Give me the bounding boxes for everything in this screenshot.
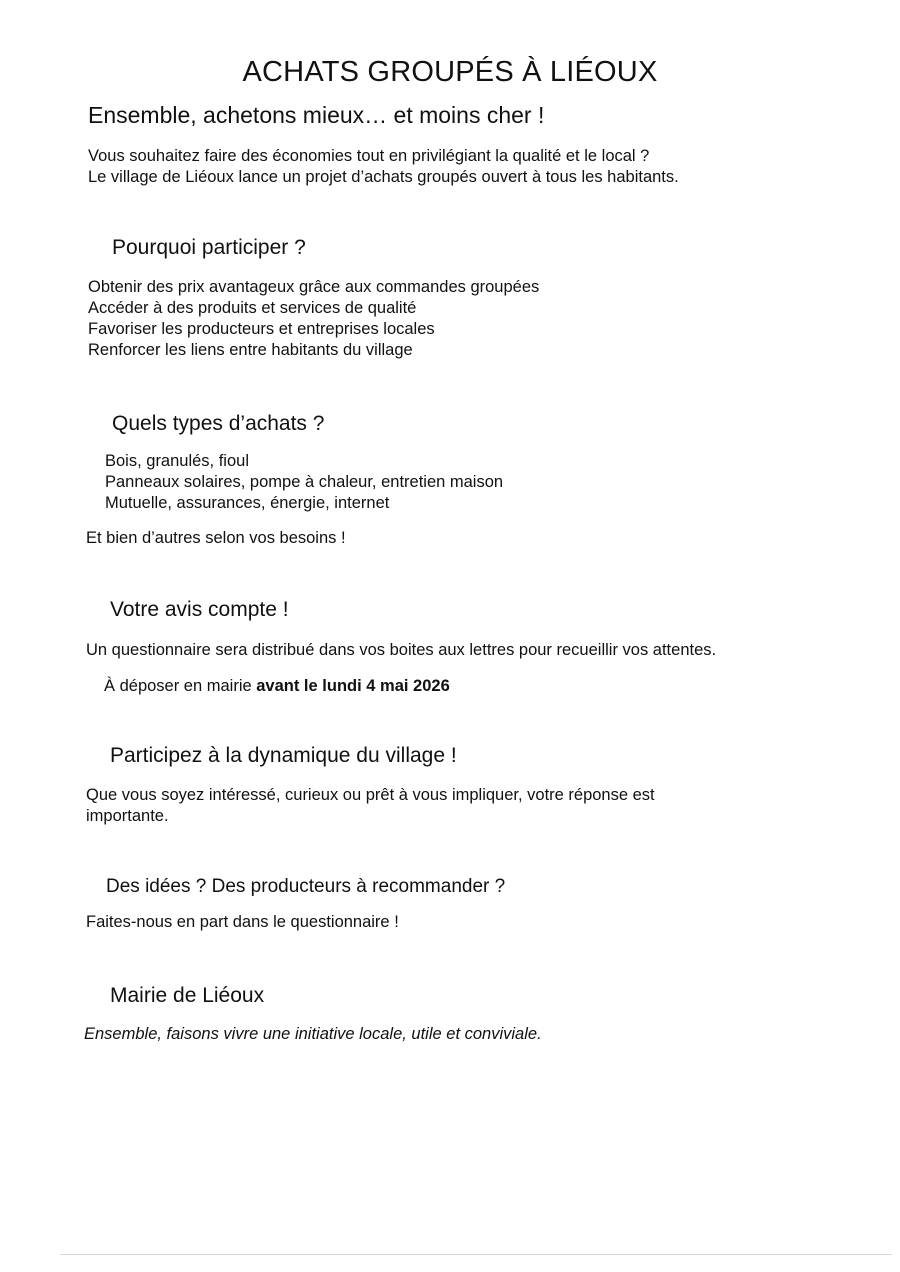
why-list — [88, 277, 539, 361]
page-title: ACHATS GROUPÉS À LIÉOUX — [242, 56, 658, 88]
ideas-heading: Des idées ? Des producteurs à recommander ? — [106, 876, 506, 897]
types-item: Bois, granulés, fioul — [105, 452, 249, 470]
dynamic-line: Que vous soyez intéressé, curieux ou prêt à vous impliquer, votre réponse est — [86, 786, 655, 804]
intro-line: Le village de Liéoux lance un projet d’achats groupés ouvert à tous les habitants. — [88, 168, 679, 186]
why-item: Accéder à des produits et services de qualité — [88, 299, 417, 317]
deadline-line — [104, 676, 450, 697]
intro-line: Vous souhaitez faire des économies tout en privilégiant la qualité et le local ? — [88, 147, 650, 165]
signature-heading: Mairie de Liéoux — [110, 984, 265, 1007]
opinion-text: Un questionnaire sera distribué dans vos boites aux lettres pour recueillir vos attentes. — [86, 641, 717, 659]
intro-paragraph — [88, 146, 679, 188]
dynamic-heading: Participez à la dynamique du village ! — [110, 744, 457, 767]
types-list — [105, 451, 503, 514]
dynamic-line: importante. — [86, 807, 169, 825]
types-item: Panneaux solaires, pompe à chaleur, entretien maison — [105, 473, 504, 491]
types-note: Et bien d’autres selon vos besoins ! — [86, 529, 346, 547]
opinion-heading: Votre avis compte ! — [110, 598, 289, 621]
ideas-text: Faites-nous en part dans le questionnaire ! — [86, 913, 399, 931]
signature-tagline: Ensemble, faisons vivre une initiative locale, utile et conviviale. — [84, 1025, 542, 1043]
deadline-date: avant le lundi 4 mai 2026 — [256, 677, 450, 695]
dynamic-paragraph — [86, 785, 655, 827]
why-heading: Pourquoi participer ? — [112, 236, 306, 259]
deadline-prefix: À déposer en mairie — [104, 677, 257, 695]
page-bottom-edge — [60, 1254, 892, 1255]
why-item: Renforcer les liens entre habitants du village — [88, 341, 413, 359]
subtitle: Ensemble, achetons mieux… et moins cher ! — [88, 102, 545, 128]
why-item: Favoriser les producteurs et entreprises locales — [88, 320, 435, 338]
types-item: Mutuelle, assurances, énergie, internet — [105, 494, 390, 512]
types-heading: Quels types d’achats ? — [112, 412, 325, 435]
why-item: Obtenir des prix avantageux grâce aux commandes groupées — [88, 278, 540, 296]
